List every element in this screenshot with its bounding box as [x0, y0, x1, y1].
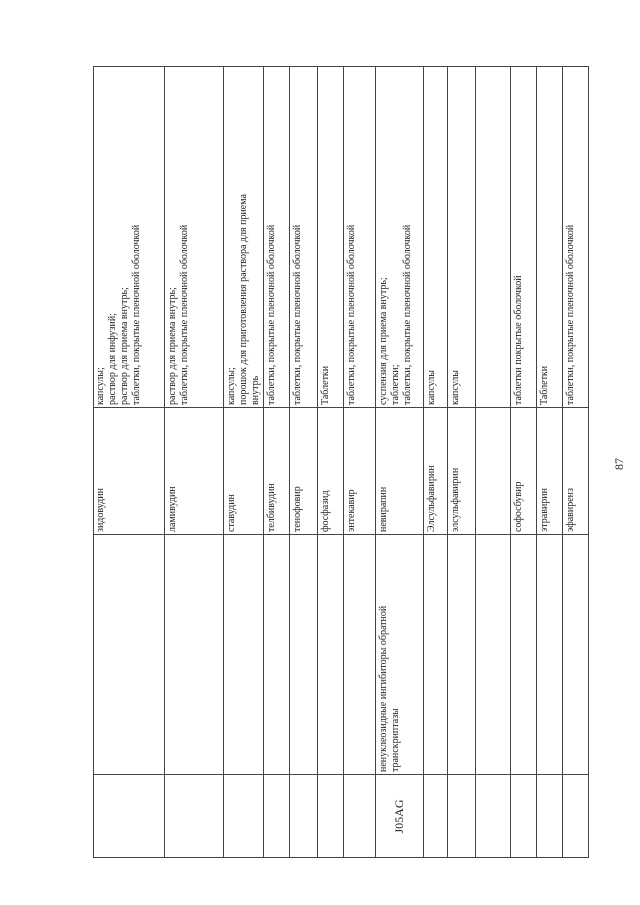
- atc-code-cell: [165, 775, 224, 858]
- dosage-form-cell: [537, 66, 563, 408]
- dosage-form-text: суспензия для приема внутрь; таблетки; таблетки, покрытые пленочной оболочкой: [378, 224, 413, 405]
- drug-name-cell: [165, 408, 224, 535]
- group-cell: [376, 535, 424, 775]
- group-text: [264, 535, 268, 775]
- drug-name-cell: [344, 408, 376, 535]
- drug-name-cell: [511, 408, 537, 535]
- dosage-form-text: таблетки, покрытые пленочной оболочкой: [266, 224, 277, 405]
- dosage-form-text: таблетки, покрытые пленочной оболочкой: [292, 224, 303, 405]
- atc-code-cell: [476, 775, 511, 858]
- dosage-form-text: таблетки покрытые оболочкой: [513, 275, 524, 405]
- atc-code-text: [318, 775, 326, 858]
- atc-code-cell: [344, 775, 376, 858]
- drug-name-cell: [318, 408, 344, 535]
- dosage-form-cell: [344, 66, 376, 408]
- group-cell: [93, 535, 165, 775]
- drug-name-text: невирапин: [378, 486, 389, 532]
- group-text: [290, 535, 294, 775]
- atc-code-text: [476, 775, 489, 858]
- dosage-form-cell: [424, 66, 448, 408]
- drug-name-text: элсульфавирин: [450, 467, 461, 532]
- group-cell: [476, 535, 511, 775]
- page-number: 87: [612, 458, 626, 470]
- atc-code-text: [165, 775, 190, 858]
- drug-name-cell: [424, 408, 448, 535]
- drug-name-text: зидовудин: [95, 488, 106, 532]
- group-cell: [318, 535, 344, 775]
- atc-code-cell: [224, 775, 264, 858]
- atc-code-cell: [511, 775, 537, 858]
- drug-name-cell: [376, 408, 424, 535]
- dosage-form-cell: [93, 66, 165, 408]
- drug-name-text: Элсульфавирин: [426, 465, 437, 532]
- drug-name-cell: [290, 408, 318, 535]
- drug-name-cell: [448, 408, 476, 535]
- dosage-form-text: капсулы; раствор для инфузий; раствор для приема внутрь; таблетки, покрытые пленочной оболочкой: [95, 224, 142, 405]
- atc-code-cell: [318, 775, 344, 858]
- atc-code-cell: [93, 775, 165, 858]
- dosage-form-cell: [476, 66, 511, 408]
- dosage-form-cell: [448, 66, 476, 408]
- drug-name-text: этравирин: [539, 488, 550, 532]
- atc-code-text: J05AG: [392, 799, 406, 834]
- drug-name-cell: [537, 408, 563, 535]
- atc-code-cell: [290, 775, 318, 858]
- drug-name-text: эфавиренз: [565, 488, 576, 532]
- atc-code-cell: [264, 775, 290, 858]
- group-cell: [448, 535, 476, 775]
- group-cell: [424, 535, 448, 775]
- group-cell: [224, 535, 264, 775]
- atc-code-text: [264, 775, 272, 858]
- dosage-form-text: таблетки, покрытые пленочной оболочкой: [565, 224, 576, 405]
- drug-name-cell: [93, 408, 165, 535]
- group-cell: [264, 535, 290, 775]
- drug-name-text: тенофовир: [292, 486, 303, 532]
- drug-name-cell: [476, 408, 511, 535]
- atc-code-text: [448, 775, 457, 858]
- group-text: [476, 535, 480, 775]
- group-text: [318, 535, 322, 775]
- atc-code-text: [344, 775, 355, 858]
- dosage-form-text: таблетки, покрытые пленочной оболочкой: [346, 224, 357, 405]
- dosage-form-cell: [511, 66, 537, 408]
- atc-code-cell: [563, 775, 589, 858]
- group-cell: [563, 535, 589, 775]
- drug-name-text: ламивудин: [167, 486, 178, 532]
- atc-code-text: [563, 775, 571, 858]
- atc-code-text: [224, 775, 239, 858]
- dosage-form-cell: [165, 66, 224, 408]
- drug-name-cell: [264, 408, 290, 535]
- group-cell: [165, 535, 224, 775]
- atc-code-text: [537, 775, 545, 858]
- drug-name-cell: [224, 408, 264, 535]
- drug-name-text: энтекавир: [346, 489, 357, 532]
- atc-code-text: [93, 775, 124, 858]
- dosage-form-cell: [290, 66, 318, 408]
- atc-code-text: [511, 775, 519, 858]
- dosage-form-text: капсулы; порошок для приготовления раствора для приема внутрь: [226, 194, 261, 405]
- atc-code-text: [290, 775, 299, 858]
- group-text: [511, 535, 515, 775]
- dosage-form-text: Таблетки: [320, 365, 331, 405]
- drug-name-cell: [563, 408, 589, 535]
- dosage-form-text: Таблетки: [539, 365, 550, 405]
- group-text: [537, 535, 541, 775]
- group-text: [344, 535, 348, 775]
- drug-name-text: фосфазид: [320, 490, 331, 532]
- group-text: ненуклеозидные ингибиторы обратной транскриптазы: [378, 605, 401, 772]
- group-text: [224, 535, 228, 775]
- dosage-form-cell: [318, 66, 344, 408]
- group-cell: [511, 535, 537, 775]
- group-text: [93, 535, 97, 775]
- dosage-form-cell: [224, 66, 264, 408]
- dosage-form-cell: [376, 66, 424, 408]
- drug-name-text: софосбувир: [513, 481, 524, 532]
- group-cell: [290, 535, 318, 775]
- group-cell: [344, 535, 376, 775]
- atc-code-cell: [537, 775, 563, 858]
- atc-code-cell: [376, 775, 424, 858]
- drug-name-text: ставудин: [226, 494, 237, 532]
- drug-name-text: телбивудин: [266, 483, 277, 532]
- atc-code-cell: [448, 775, 476, 858]
- dosage-form-cell: [264, 66, 290, 408]
- dosage-form-text: капсулы: [450, 370, 461, 405]
- drug-name-text: [476, 408, 480, 535]
- group-text: [424, 535, 428, 775]
- atc-code-cell: [424, 775, 448, 858]
- dosage-form-cell: [563, 66, 589, 408]
- group-text: [563, 535, 567, 775]
- dosage-form-text: раствор для приема внутрь; таблетки, покрытые пленочной оболочкой: [167, 224, 190, 405]
- group-text: [165, 535, 169, 775]
- atc-code-text: [424, 775, 431, 858]
- group-text: [448, 535, 452, 775]
- dosage-form-text: капсулы: [426, 370, 437, 405]
- dosage-form-text: [476, 66, 480, 408]
- group-cell: [537, 535, 563, 775]
